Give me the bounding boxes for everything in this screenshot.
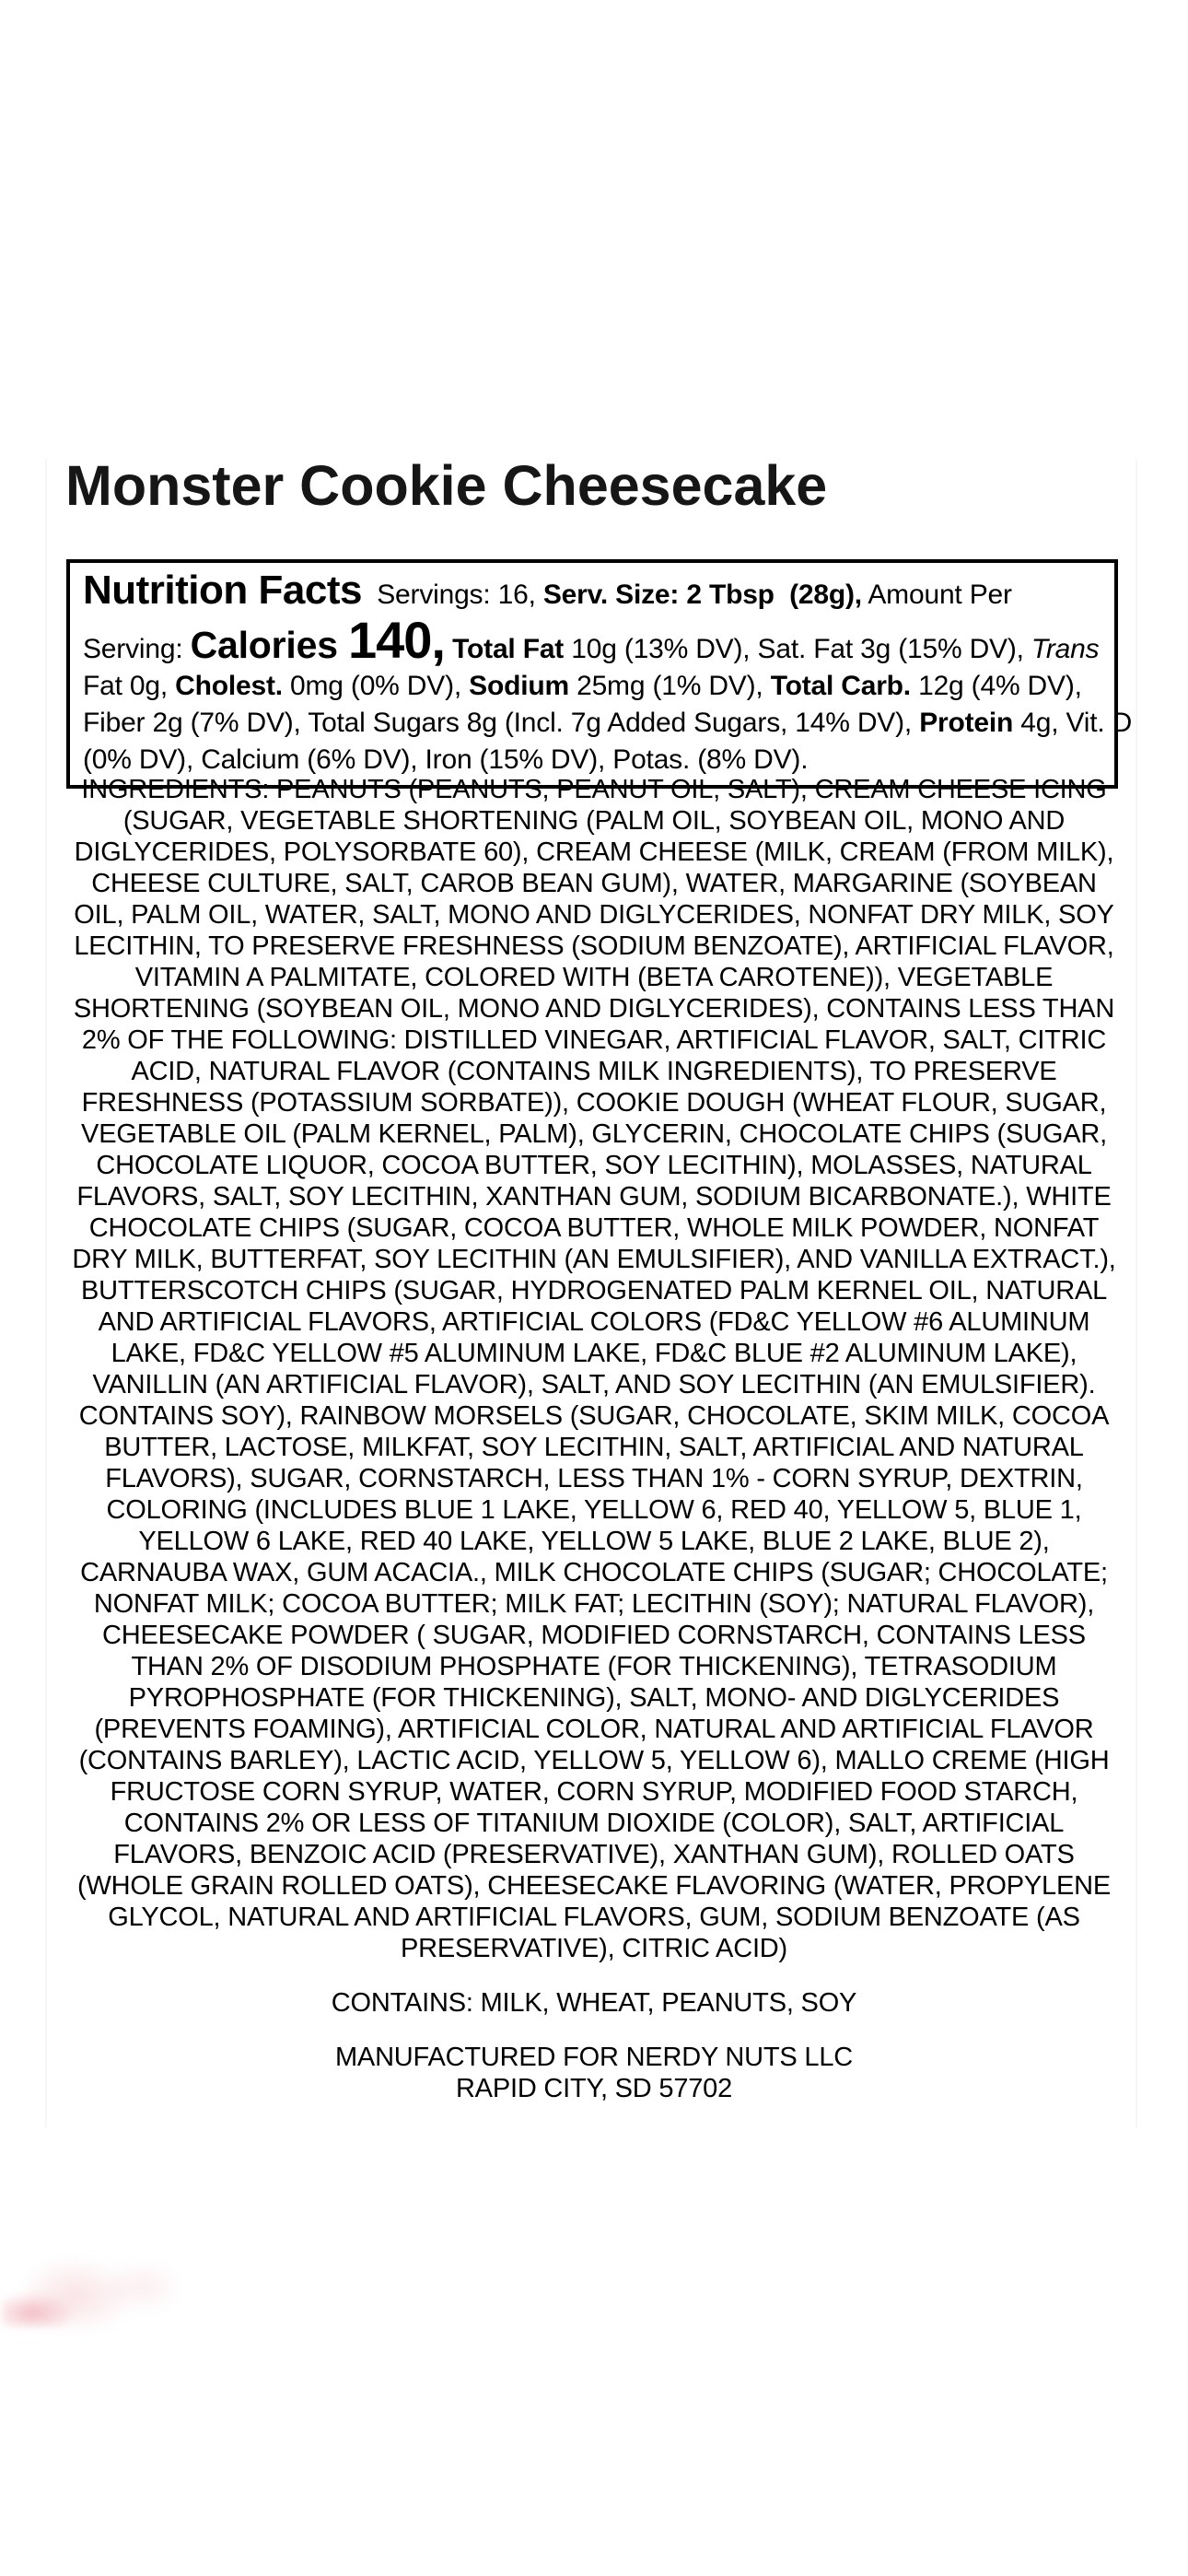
ingredients-line: (CONTAINS BARLEY), LACTIC ACID, YELLOW 5, YELLOW 6), MALLO CREME (HIGH xyxy=(78,1746,1110,1775)
ingredients-line: NONFAT MILK; COCOA BUTTER; MILK FAT; LECITHIN (SOY); NATURAL FLAVOR), xyxy=(93,1589,1095,1619)
ingredients-text xyxy=(46,774,1142,1964)
text-segment: Calories xyxy=(190,624,348,666)
ingredients-line: GLYCOL, NATURAL AND ARTIFICIAL FLAVORS, GUM, SODIUM BENZOATE (AS xyxy=(108,1903,1080,1932)
ingredients-line: CHOCOLATE LIQUOR, COCOA BUTTER, SOY LECITHIN), MOLASSES, NATURAL xyxy=(96,1151,1092,1180)
ingredients-line: BUTTER, LACTOSE, MILKFAT, SOY LECITHIN, SALT, ARTIFICIAL AND NATURAL xyxy=(104,1433,1084,1462)
nutrition-facts-box xyxy=(66,559,1133,789)
ingredients-line: 2% OF THE FOLLOWING: DISTILLED VINEGAR, ARTIFICIAL FLAVOR, SALT, CITRIC xyxy=(81,1025,1107,1055)
text-segment: Protein xyxy=(919,708,1021,738)
text-segment xyxy=(362,580,377,610)
pink-smudge-artifact xyxy=(2,2292,76,2327)
text-segment: Sodium xyxy=(469,671,577,701)
text-segment: Total Carb. xyxy=(770,671,919,701)
text-segment: Fat 0g, xyxy=(83,671,176,701)
ingredients-line: VANILLIN (AN ARTIFICIAL FLAVOR), SALT, AND SOY LECITHIN (AN EMULSIFIER). xyxy=(92,1370,1096,1399)
manufacturer-line: RAPID CITY, SD 57702 xyxy=(455,2074,733,2103)
text-segment: Trans xyxy=(1031,634,1100,664)
ingredients-line: CHOCOLATE CHIPS (SUGAR, COCOA BUTTER, WHOLE MILK POWDER, NONFAT xyxy=(88,1213,1100,1243)
ingredients-line: ACID, NATURAL FLAVOR (CONTAINS MILK INGREDIENTS), TO PRESERVE xyxy=(131,1057,1057,1086)
nutrition-facts-line xyxy=(83,705,1133,742)
ingredients-line: AND ARTIFICIAL FLAVORS, ARTIFICIAL COLORS (FD&C YELLOW #6 ALUMINUM xyxy=(98,1307,1090,1337)
ingredients-line: FLAVORS, BENZOIC ACID (PRESERVATIVE), XANTHAN GUM), ROLLED OATS xyxy=(113,1840,1075,1869)
ingredients-line: VITAMIN A PALMITATE, COLORED WITH (BETA CAROTENE)), VEGETABLE xyxy=(134,963,1054,992)
text-segment: Serv. Size: 2 Tbsp (28g), xyxy=(542,580,862,610)
pink-smudge-artifact xyxy=(26,2255,136,2329)
text-segment: Serving: xyxy=(83,634,191,664)
pink-smudge-artifact xyxy=(101,2259,184,2314)
nutrition-facts-line xyxy=(83,668,1107,705)
ingredients-line: FLAVORS), SUGAR, CORNSTARCH, LESS THAN 1% - CORN SYRUP, DEXTRIN, xyxy=(105,1464,1083,1493)
text-segment: 140, xyxy=(347,611,445,669)
ingredients-line: FRESHNESS (POTASSIUM SORBATE)), COOKIE DOUGH (WHEAT FLOUR, SUGAR, xyxy=(81,1088,1107,1118)
ingredients-line: DRY MILK, BUTTERFAT, SOY LECITHIN (AN EMULSIFIER), AND VANILLA EXTRACT.), xyxy=(72,1245,1116,1274)
ingredients-line: PYROPHOSPHATE (FOR THICKENING), SALT, MONO- AND DIGLYCERIDES xyxy=(128,1683,1060,1713)
ingredients-line: LECITHIN, TO PRESERVE FRESHNESS (SODIUM BENZOATE), ARTIFICIAL FLAVOR, xyxy=(74,931,1114,961)
ingredients-line: (PREVENTS FOAMING), ARTIFICIAL COLOR, NATURAL AND ARTIFICIAL FLAVOR xyxy=(94,1715,1094,1744)
nutrition-facts-line xyxy=(83,611,1107,669)
text-segment: (0% DV), Calcium (6% DV), Iron (15% DV), Potas. (8% DV). xyxy=(83,744,809,775)
text-segment: 25mg (1% DV), xyxy=(577,671,771,701)
ingredients-line: VEGETABLE OIL (PALM KERNEL, PALM), GLYCERIN, CHOCOLATE CHIPS (SUGAR, xyxy=(81,1119,1107,1149)
ingredients-line: SHORTENING (SOYBEAN OIL, MONO AND DIGLYCERIDES), CONTAINS LESS THAN xyxy=(73,994,1115,1024)
text-segment xyxy=(445,634,452,664)
ingredients-line: INGREDIENTS: PEANUTS (PEANUTS, PEANUT OIL, SALT), CREAM CHEESE ICING xyxy=(81,775,1107,804)
ingredients-line: THAN 2% OF DISODIUM PHOSPHATE (FOR THICKENING), TETRASODIUM xyxy=(131,1652,1057,1681)
ingredients-line: LAKE, FD&C YELLOW #5 ALUMINUM LAKE, FD&C BLUE #2 ALUMINUM LAKE), xyxy=(111,1339,1077,1368)
text-segment: Servings: 16, xyxy=(377,580,543,610)
nutrition-facts-line xyxy=(83,742,1107,779)
ingredients-line: CONTAINS 2% OR LESS OF TITANIUM DIOXIDE (COLOR), SALT, ARTIFICIAL xyxy=(123,1809,1065,1838)
text-segment: 10g (13% DV), Sat. Fat 3g (15% DV), xyxy=(571,634,1031,664)
ingredients-line: BUTTERSCOTCH CHIPS (SUGAR, HYDROGENATED PALM KERNEL OIL, NATURAL xyxy=(80,1276,1108,1306)
ingredients-line: (SUGAR, VEGETABLE SHORTENING (PALM OIL, SOYBEAN OIL, MONO AND xyxy=(122,806,1066,836)
ingredients-line: FRUCTOSE CORN SYRUP, WATER, CORN SYRUP, MODIFIED FOOD STARCH, xyxy=(110,1777,1078,1807)
product-title: Monster Cookie Cheesecake xyxy=(65,454,828,517)
text-segment: 12g (4% DV), xyxy=(918,671,1082,701)
ingredients-line: DIGLYCERIDES, POLYSORBATE 60), CREAM CHEESE (MILK, CREAM (FROM MILK), xyxy=(74,837,1114,867)
ingredients-line: (WHOLE GRAIN ROLLED OATS), CHEESECAKE FLAVORING (WATER, PROPYLENE xyxy=(77,1871,1111,1901)
ingredients-line: OIL, PALM OIL, WATER, SALT, MONO AND DIGLYCERIDES, NONFAT DRY MILK, SOY xyxy=(74,900,1114,930)
ingredients-line: CONTAINS SOY), RAINBOW MORSELS (SUGAR, CHOCOLATE, SKIM MILK, COCOA xyxy=(78,1401,1110,1431)
text-segment: Cholest. xyxy=(175,671,291,701)
ingredients-line: PRESERVATIVE), CITRIC ACID) xyxy=(401,1934,787,1963)
text-segment: Fiber 2g (7% DV), Total Sugars 8g (Incl. 7g Added Sugars, 14% DV), xyxy=(83,708,920,738)
ingredients-line: CHEESE CULTURE, SALT, CAROB BEAN GUM), WATER, MARGARINE (SOYBEAN xyxy=(91,869,1097,898)
ingredients-line: YELLOW 6 LAKE, RED 40 LAKE, YELLOW 5 LAKE, BLUE 2 LAKE, BLUE 2), xyxy=(138,1527,1050,1556)
text-segment: Total Fat xyxy=(452,634,572,664)
ingredients-line: CHEESECAKE POWDER ( SUGAR, MODIFIED CORNSTARCH, CONTAINS LESS xyxy=(102,1621,1086,1650)
text-segment: Amount Per xyxy=(861,580,1012,610)
ingredients-line: FLAVORS, SALT, SOY LECITHIN, XANTHAN GUM, SODIUM BICARBONATE.), WHITE xyxy=(76,1182,1112,1212)
manufacturer-line: MANUFACTURED FOR NERDY NUTS LLC xyxy=(334,2043,854,2072)
nutrition-facts-line xyxy=(83,569,1107,614)
text-segment: 0mg (0% DV), xyxy=(290,671,470,701)
text-segment: Nutrition Facts xyxy=(83,568,362,613)
text-segment: 4g, Vit. D xyxy=(1020,708,1133,738)
ingredients-line: COLORING (INCLUDES BLUE 1 LAKE, YELLOW 6, RED 40, YELLOW 5, BLUE 1, xyxy=(106,1495,1082,1525)
manufacturer-statement xyxy=(0,2042,1188,2104)
allergen-statement: CONTAINS: MILK, WHEAT, PEANUTS, SOY xyxy=(331,1988,857,2018)
ingredients-line: CARNAUBA WAX, GUM ACACIA., MILK CHOCOLATE CHIPS (SUGAR; CHOCOLATE; xyxy=(80,1558,1108,1587)
